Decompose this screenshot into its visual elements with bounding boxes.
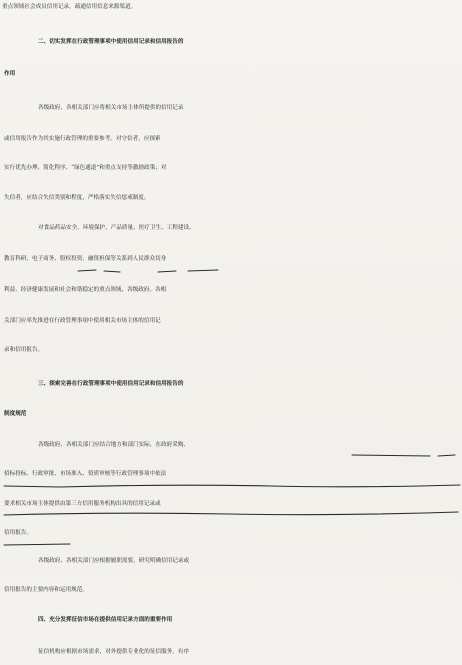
section-heading-2-cont: 作用 bbox=[4, 71, 16, 77]
pen-underline-line-9 bbox=[78, 270, 218, 272]
pen-underline-line-15 bbox=[352, 455, 455, 456]
text-line-7: 失信者，应结合失信类别和程度，严格落实失信惩戒制度。 bbox=[4, 195, 150, 201]
pen-underline-line-17 bbox=[4, 512, 458, 515]
text-line-1: 重点领域社会成员信用记录，疏通信用信息来源渠道。 bbox=[2, 4, 137, 10]
text-line-16: 招标投标、行政审批、市场准入、资质审核等行政管理事项中依法 bbox=[4, 471, 167, 477]
text-line-10: 利益、经济健康发展和社会和谐稳定的重点领域，各级政府、各相 bbox=[4, 287, 167, 293]
pen-underline-line-18 bbox=[4, 544, 70, 545]
text-line-15: 各级政府、各相关部门应结合地方和部门实际，在政府采购、 bbox=[38, 442, 190, 448]
pen-underline-line-16 bbox=[4, 485, 460, 487]
text-line-19: 各级政府、各相关部门应根据履职需要，研究明确信用记录或 bbox=[38, 558, 190, 564]
text-line-22: 征信机构应根据市场需求，对外提供专业化的征信服务，有序 bbox=[38, 649, 190, 655]
text-line-12: 录和信用报告。 bbox=[4, 347, 44, 353]
text-line-5: 或信用报告作为其实施行政管理的重要参考。对守信者，应探索 bbox=[4, 136, 161, 142]
text-line-9: 教育科研、电子商务、股权投资、融资担保等关系到人民群众切身 bbox=[4, 256, 167, 262]
text-line-4: 各级政府、各相关部门应将相关市场主体所提供的信用记录 bbox=[38, 105, 184, 111]
section-heading-4: 四、充分发挥征信市场在提供信用记录方面的重要作用 bbox=[38, 617, 173, 623]
section-heading-3: 三、探索完善在行政管理事项中使用信用记录和信用报告的 bbox=[38, 381, 184, 387]
text-line-6: 实行优先办理、简化程序、“绿色通道”和重点支持等激励政策；对 bbox=[4, 165, 167, 171]
text-line-20: 信用报告的主要内容和运用规范。 bbox=[4, 587, 88, 593]
section-heading-3-cont: 制度规范 bbox=[4, 411, 27, 417]
text-line-11: 关部门应率先推进在行政管理事项中使用相关市场主体的信用记 bbox=[4, 318, 161, 324]
section-heading-2: 二、切实发挥在行政管理事项中使用信用记录和信用报告的 bbox=[38, 39, 184, 45]
text-line-18: 信用报告。 bbox=[4, 530, 32, 536]
text-line-8: 对食品药品安全、环境保护、产品质量、医疗卫生、工程建设、 bbox=[38, 225, 195, 231]
text-line-17: 要求相关市场主体提供由第三方信用服务机构出具的信用记录或 bbox=[4, 501, 161, 507]
